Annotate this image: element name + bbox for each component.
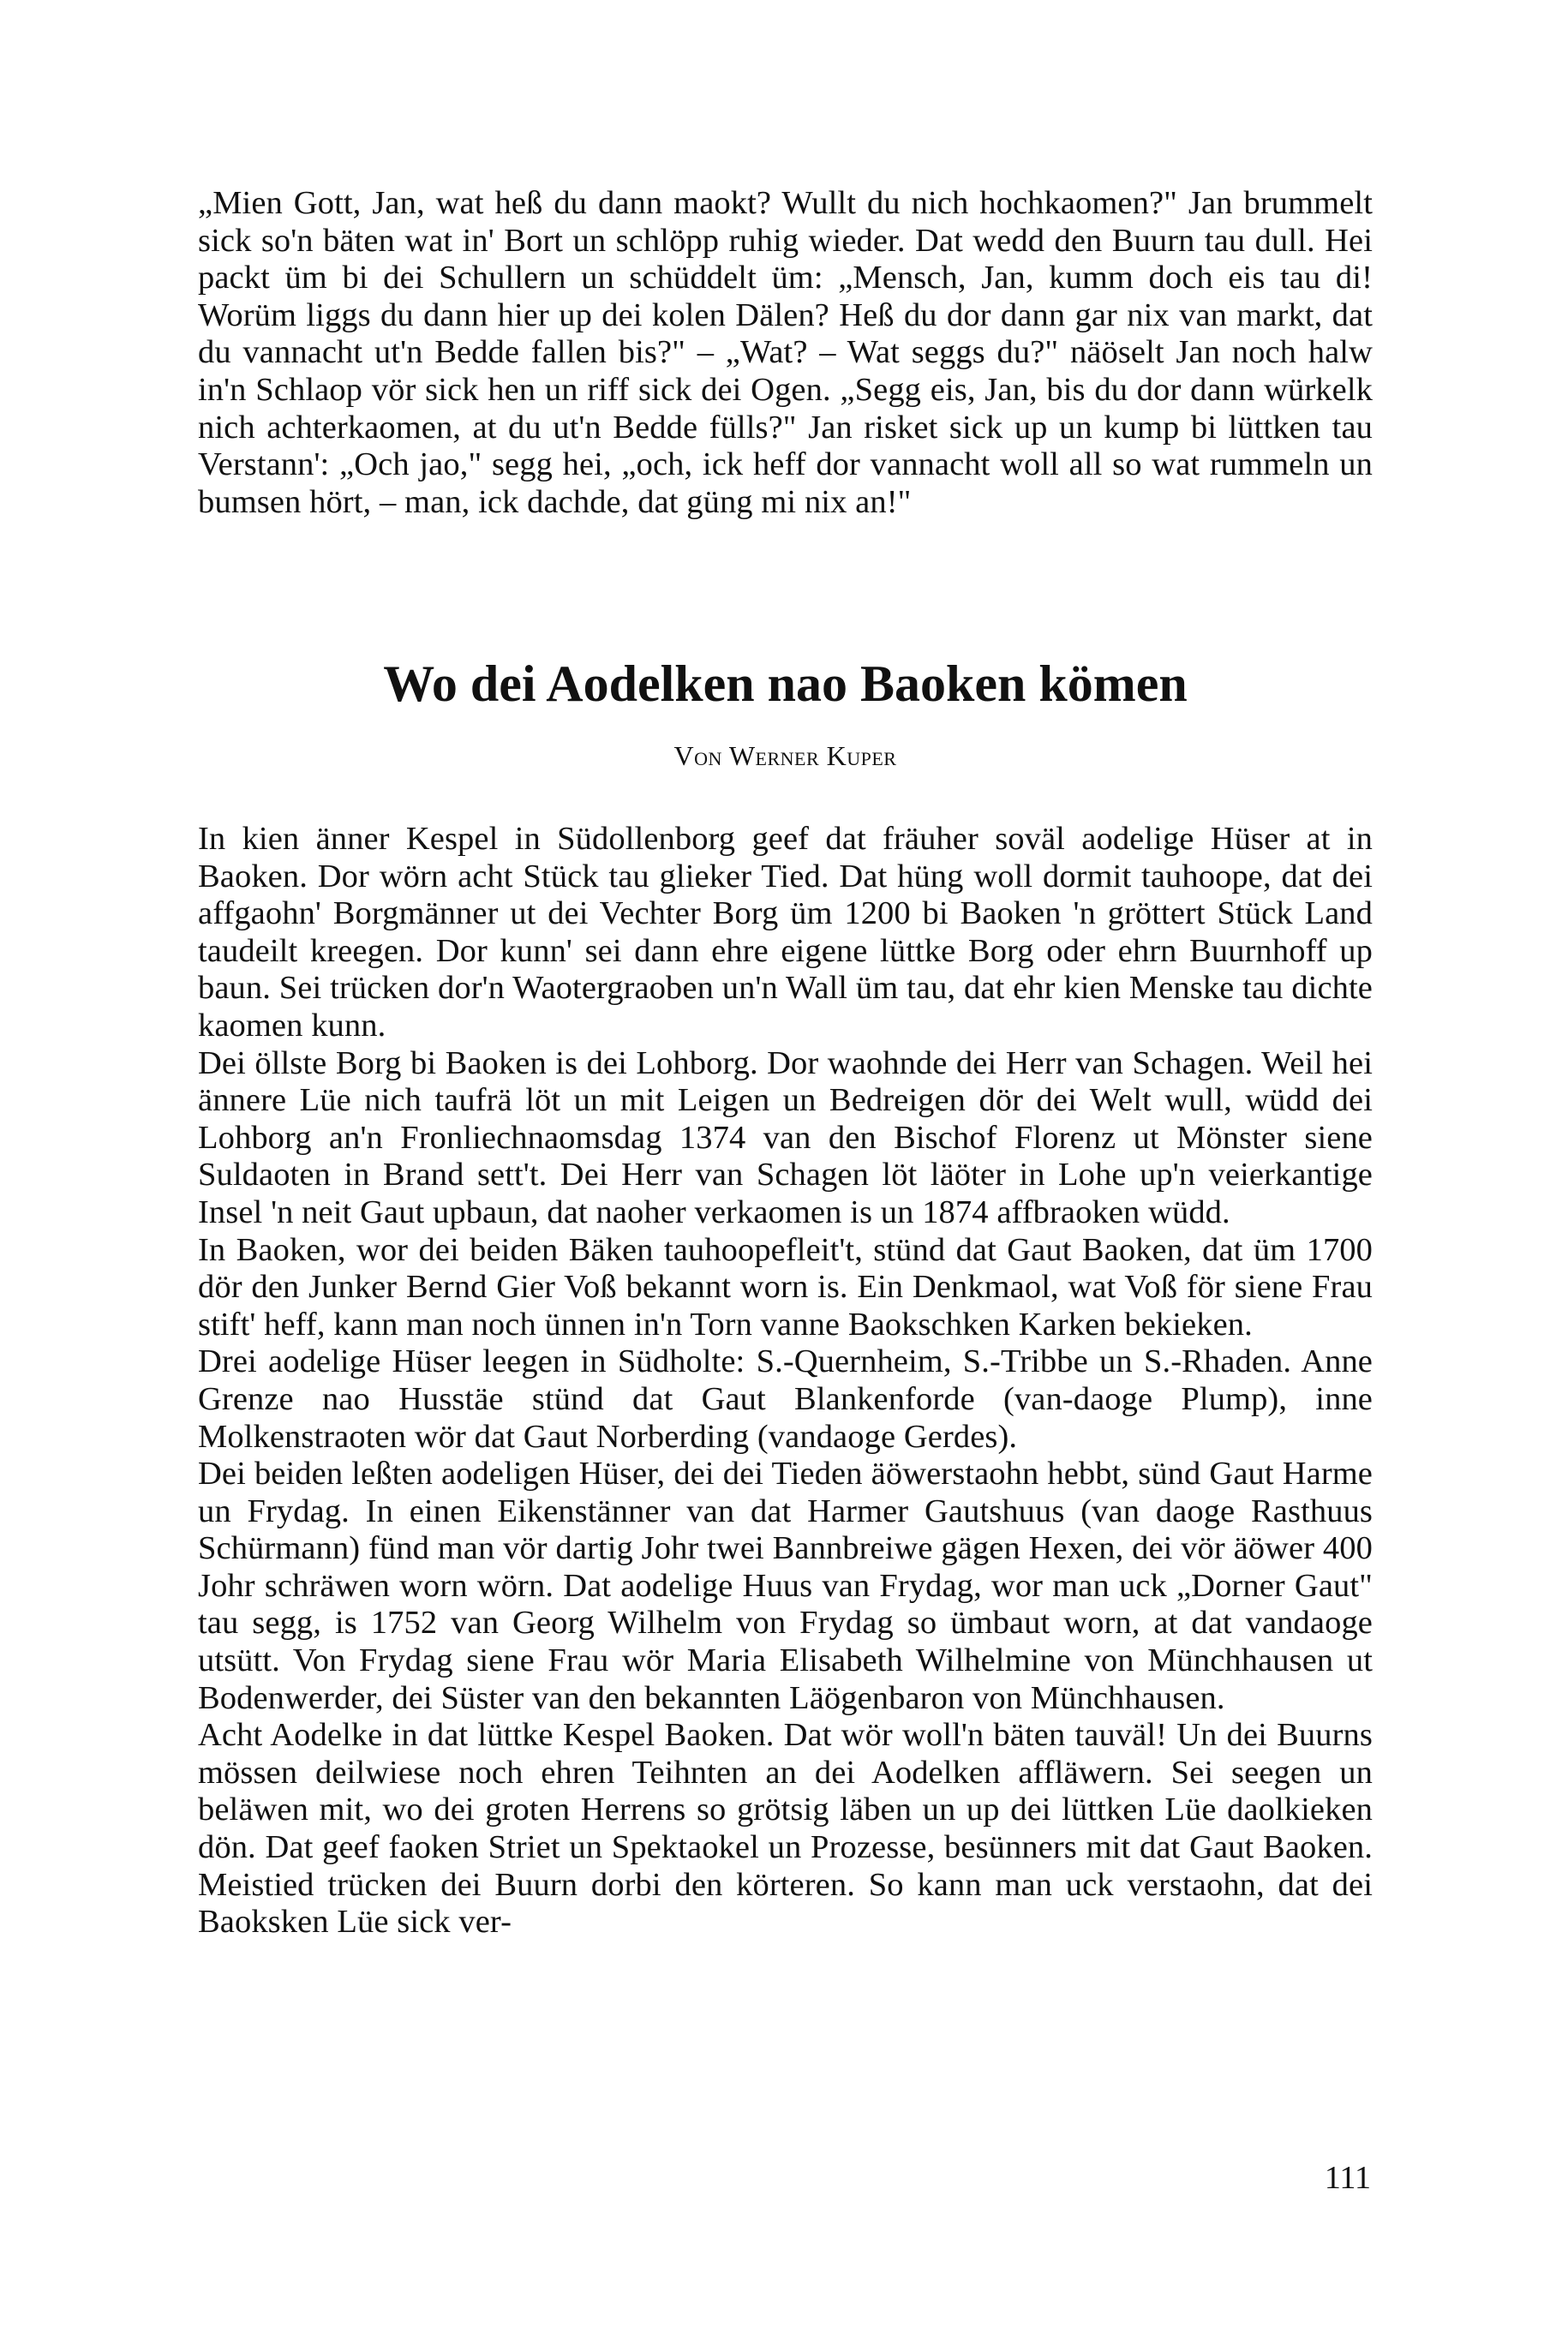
body-paragraph: In Baoken, wor dei beiden Bäken tauhoopefleit't, stünd dat Gaut Baoken, dat üm 1700 dör den Junker Bernd Gier Voß bekannt worn is. Ein Denkmaol, wat Voß för siene Frau stift' heff, kann man noch ünnen in'n Torn vanne Baokschken Karken bekieken. — [198, 1231, 1373, 1343]
article-title: Wo dei Aodelken nao Baoken kömen — [383, 655, 1188, 712]
article-byline: Von Werner Kuper — [673, 740, 897, 771]
body-paragraph: Dei beiden leßten aodeligen Hüser, dei dei Tieden äöwerstaohn hebbt, sünd Gaut Harme un Frydag. In einen Eikenstänner van dat Harmer Gautshuus (van daoge Rasthuus Schürmann) fünd man vör dartig Johr twei Bannbreiwe gägen Hexen, dei vör äöwer 400 Johr schräwen worn wörn. Dat aodelige Huus van Frydag, wor man uck „Dorner Gaut" tau segg, is 1752 van Georg Wilhelm von Frydag so ümbaut worn, at dat vandaoge utsütt. Von Frydag siene Frau wör Maria Elisabeth Wilhelmine von Münchhausen ut Bodenwerder, dei Süster van den bekannten Läögenbaron von Münchhausen. — [198, 1456, 1373, 1716]
body-paragraph: Drei aodelige Hüser leegen in Südholte: S.-Quernheim, S.-Tribbe un S.-Rhaden. Anne Grenze nao Husstäe stünd dat Gaut Blankenforde (van-daoge Plump), inne Molkenstraoten wör dat Gaut Norberding (vandaoge Gerdes). — [198, 1343, 1373, 1455]
intro-paragraph: „Mien Gott, Jan, wat heß du dann maokt? Wullt du nich hochkaomen?" Jan brummelt sick so'n bäten wat in' Bort un schlöpp ruhig wieder. Dat wedd den Buurn tau dull. Hei packt üm bi dei Schullern un schüddelt üm: „Mensch, Jan, kumm doch eis tau di! Worüm liggs du dann hier up dei kolen Dälen? Heß du dor dann gar nix van markt, dat du vannacht ut'n Bedde fallen bis?" – „Wat? – Wat seggs du?" näöselt Jan noch halw in'n Schlaop vör sick hen un riff sick dei Ogen. „Segg eis, Jan, bis du dor dann würkelk nich achterkaomen, at du ut'n Bedde fülls?" Jan risket sick up un kump bi lüttken tau Verstann': „Och jao," segg hei, „och, ick heff dor vannacht woll all so wat rummeln un bumsen hört, – man, ick dachde, dat güng mi nix an!" — [198, 185, 1373, 520]
intro-passage — [198, 185, 1373, 521]
body-paragraph: In kien änner Kespel in Südollenborg geef dat fräuher soväl aodelige Hüser at in Baoken. Dor wörn acht Stück tau glieker Tied. Dat hüng woll dormit tauhoope, dat dei affgaohn' Borgmänner ut dei Vechter Borg üm 1200 bi Baoken 'n gröttert Stück Land taudeilt kreegen. Dor kunn' sei dann ehre eigene lüttke Borg oder ehrn Buurnhoff up baun. Sei trücken dor'n Waotergraoben un'n Wall üm tau, dat ehr kien Menske tau dichte kaomen kunn. — [198, 821, 1373, 1044]
body-paragraph: Acht Aodelke in dat lüttke Kespel Baoken. Dat wör woll'n bäten tauväl! Un dei Buurns mössen deilwiese noch ehren Teihnten an dei Aodelken affläwern. Sei seegen un beläwen mit, wo dei groten Herrens so grötsig läben un up dei lüttken Lüe daolkieken dön. Dat geef faoken Striet un Spektaokel un Prozesse, besünners mit dat Gaut Baoken. Meistied trücken dei Buurn dorbi den körteren. So kann man uck verstaohn, dat dei Baoksken Lüe sick ver- — [198, 1717, 1373, 1941]
body-paragraph: Dei öllste Borg bi Baoken is dei Lohborg. Dor waohnde dei Herr van Schagen. Weil hei ännere Lüe nich taufrä löt un mit Leigen un Bedreigen dör dei Welt wull, wüdd dei Lohborg an'n Fronliechnaomsdag 1374 van den Bischof Florenz ut Mönster siene Suldaoten in Brand sett't. Dei Herr van Schagen löt läöter in Lohe up'n veierkantige Insel 'n neit Gaut upbaun, dat naoher verkaomen is un 1874 affbraoken wüdd. — [198, 1044, 1373, 1230]
article-body — [198, 821, 1373, 1941]
page-number: 111 — [1324, 2160, 1371, 2196]
